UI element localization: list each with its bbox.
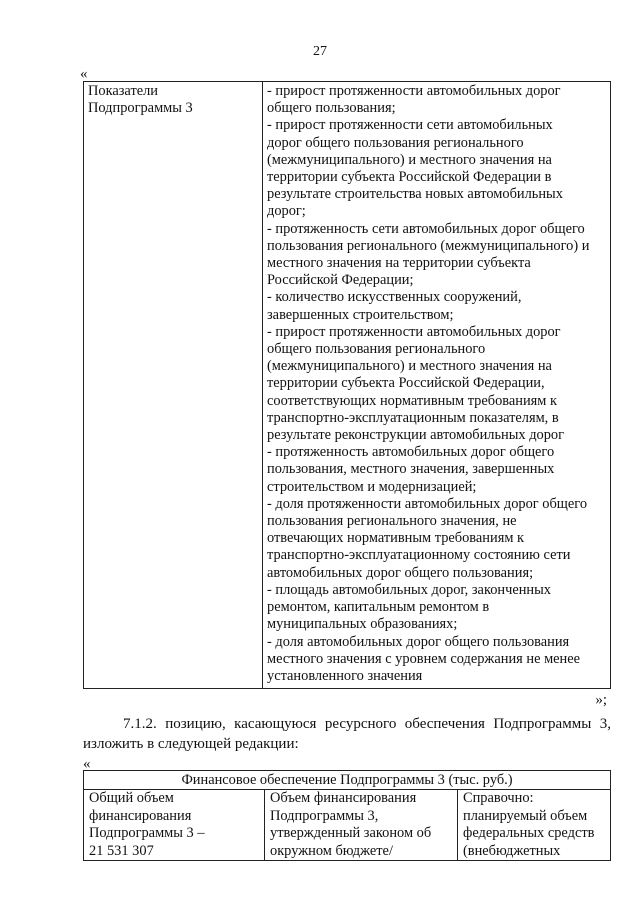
finance-cell-line: планируемый объем [463,807,588,824]
finance-header-row [84,771,611,790]
finance-cell-line: Справочно: [463,790,534,807]
finance-cell-line: Подпрограммы 3, [270,807,379,824]
finance-reference-cell [458,790,611,861]
opening-quote: « [80,66,88,82]
finance-total-cell [84,790,265,861]
indicators-label-line: Подпрограммы 3 [88,100,193,117]
indicator-line: результате строительства новых автомобильных [267,186,563,203]
finance-cell-line: утвержденный законом об [270,825,432,842]
indicator-line: ремонтом, капитальным ремонтом в [267,599,490,616]
indicator-line: общего пользования регионального [267,341,486,358]
indicator-line: результате реконструкции автомобильных дорог [267,427,565,444]
indicator-line: - площадь автомобильных дорог, законченных [267,581,551,598]
indicators-table [83,81,611,689]
finance-body-row [84,790,611,861]
indicator-line: завершенных строительством; [267,306,454,323]
closing-quote: »; [595,692,607,708]
indicator-line: местного значения с уровнем содержания не менее [267,650,581,667]
amendment-paragraph [83,714,611,754]
indicator-line: - прирост протяженности автомобильных дорог [267,83,561,99]
indicator-line: дорог; [267,203,306,220]
indicator-line: автомобильных дорог общего пользования; [267,564,534,581]
indicator-line: - протяженность сети автомобильных дорог общего [267,220,585,237]
indicator-line: соответствующих нормативным требованиям к [267,392,557,409]
amendment-line: 7.1.2. позицию, касающуюся ресурсного обеспечения Подпрограммы 3, [123,716,611,732]
indicator-line: установленного значения [267,667,423,684]
indicator-line: строительством и модернизацией; [267,478,477,495]
indicators-value-cell [263,82,611,689]
finance-table [83,770,611,861]
finance-cell-line: федеральных средств [463,825,595,842]
indicator-line: территории субъекта Российской Федерации в [267,169,552,186]
finance-cell-line: Подпрограммы 3 – [89,825,205,842]
indicator-line: пользования регионального значения, не [267,513,517,530]
finance-cell-line: финансирования [89,807,192,824]
indicator-line: транспортно-эксплуатационным показателям, в [267,409,559,426]
finance-cell-line: (внебюджетных [463,842,561,859]
finance-cell-line: Общий объем [89,790,174,807]
amendment-line: изложить в следующей редакции: [83,736,299,752]
indicator-line: общего пользования; [267,100,396,117]
indicator-line: муниципальных образованиях; [267,616,458,633]
finance-header: Финансовое обеспечение Подпрограммы 3 (тыс. руб.) [84,771,611,790]
indicator-line: - доля протяженности автомобильных дорог общего [267,495,588,512]
indicator-line: пользования, местного значения, завершенных [267,461,555,478]
page-number: 27 [313,44,327,59]
finance-approved-cell [265,790,458,861]
indicator-line: Российской Федерации; [267,272,414,289]
indicator-line: - прирост протяженности сети автомобильных [267,117,553,134]
finance-cell-line: окружном бюджете/ [270,842,393,859]
indicator-line: - количество искусственных сооружений, [267,289,522,306]
indicator-line: местного значения на территории субъекта [267,255,531,272]
indicator-line: (межмуниципального) и местного значения на [267,358,552,375]
indicator-line: транспортно-эксплуатационному состоянию сети [267,547,571,564]
indicator-line: пользования регионального (межмуниципального) и [267,237,590,254]
indicator-line: территории субъекта Российской Федерации, [267,375,545,392]
indicator-line: - прирост протяженности автомобильных дорог [267,323,561,340]
finance-cell-line: Объем финансирования [270,790,417,807]
indicators-label-line: Показатели [88,83,159,99]
indicator-line: - доля автомобильных дорог общего пользования [267,633,570,650]
indicator-line: дорог общего пользования регионального [267,134,524,151]
finance-cell-line: 21 531 307 [89,842,154,859]
indicator-line: отвечающих нормативным требованиям к [267,530,525,547]
opening-quote-2: « [83,756,91,772]
indicator-line: - протяженность автомобильных дорог общего [267,444,555,461]
indicators-label-cell [84,82,263,689]
indicators-row [84,82,611,689]
indicator-line: (межмуниципального) и местного значения на [267,151,552,168]
